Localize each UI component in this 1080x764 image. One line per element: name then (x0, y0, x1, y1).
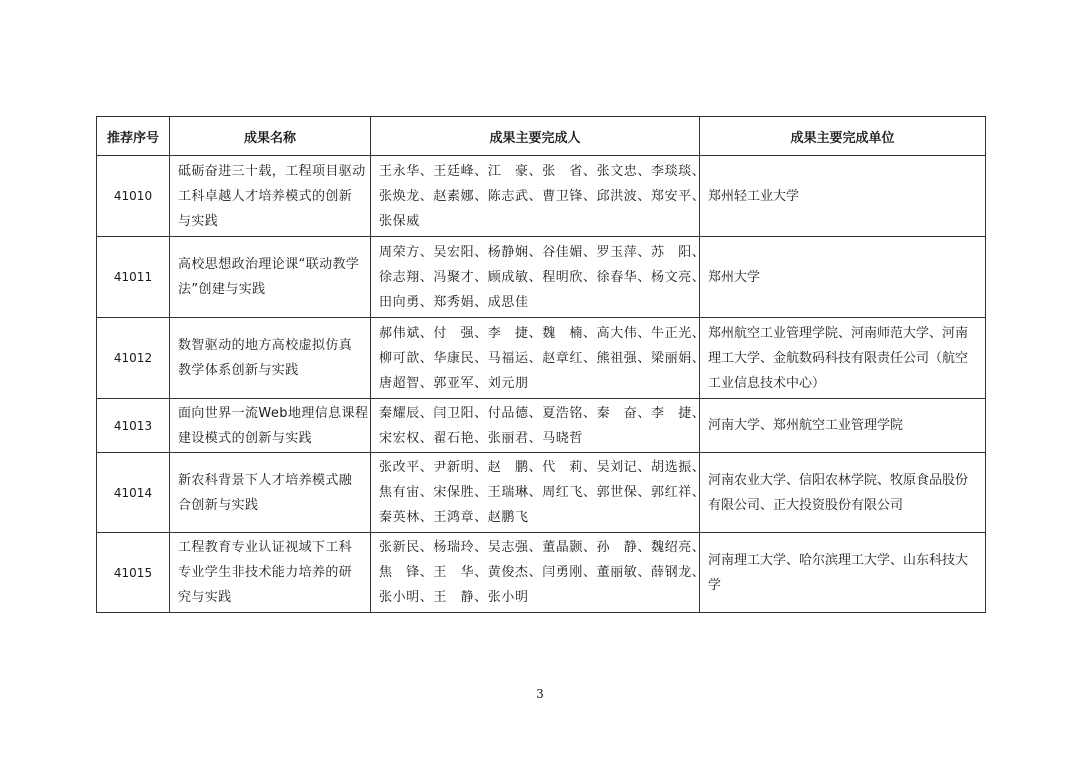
main-contributors (371, 237, 706, 318)
text-line: 焦 锋、王 华、黄俊杰、闫勇刚、董丽敏、薛钢龙、 (379, 565, 706, 580)
text-line: 张改平、尹新明、赵 鹏、代 莉、吴刘记、胡选振、 (379, 460, 706, 475)
text-line: 工程教育专业认证视域下工科 (178, 540, 353, 555)
table-row (97, 399, 986, 453)
text-line: 理工大学、金航数码科技有限责任公司（航空 (708, 350, 969, 366)
main-contributors (371, 533, 706, 613)
text-line: 工业信息技术中心） (708, 375, 826, 391)
recommend-number: 41014 (97, 453, 170, 533)
text-line: 建设模式的创新与实践 (178, 430, 313, 446)
text-line: 教学体系创新与实践 (178, 363, 299, 378)
text-line: 徐志翔、冯聚才、顾成敏、程明欣、徐春华、杨文亮、 (379, 269, 706, 285)
main-units (700, 156, 986, 237)
table-row (97, 237, 986, 318)
text-line: 秦英林、王鸿章、赵鹏飞 (379, 510, 529, 525)
text-line: 郑州轻工业大学 (708, 188, 800, 204)
text-line: 法”创建与实践 (178, 282, 266, 297)
text-line: 张保威 (379, 213, 420, 229)
main-units (700, 237, 986, 318)
text-line: 新农科背景下人才培养模式融 (178, 472, 353, 488)
text-line: 张焕龙、赵素娜、陈志武、曹卫锋、邱洪波、郑安平、 (379, 188, 706, 204)
page-number: 3 (536, 687, 544, 701)
main-units (700, 399, 986, 453)
text-line: 学 (708, 577, 722, 593)
achievement-name (170, 318, 371, 399)
table-row (97, 453, 986, 533)
main-contributors (371, 399, 706, 453)
text-line: 数智驱动的地方高校虚拟仿真 (178, 338, 353, 353)
table-header-row (97, 117, 986, 156)
table-row (97, 156, 986, 237)
header-main-contributors: 成果主要完成人 (371, 117, 700, 156)
recommend-number: 41012 (97, 318, 170, 399)
text-line: 专业学生非技术能力培养的研 (178, 565, 353, 580)
text-line: 周荣方、吴宏阳、杨静娴、谷佳媚、罗玉萍、苏 阳、 (379, 244, 706, 260)
text-line: 宋宏权、翟石艳、张丽君、马晓哲 (379, 430, 584, 446)
text-line: 砥砺奋进三十载，工程项目驱动 (178, 163, 366, 179)
text-line: 田向勇、郑秀娟、成思佳 (379, 294, 529, 310)
text-line: 河南大学、郑州航空工业管理学院 (708, 418, 904, 433)
text-line: 唐超智、郭亚军、刘元朋 (379, 375, 529, 391)
main-units (700, 533, 986, 613)
header-achievement-name: 成果名称 (170, 117, 371, 156)
recommend-number: 41013 (97, 399, 170, 453)
main-units (700, 453, 986, 533)
recommend-number: 41011 (97, 237, 170, 318)
recommend-number: 41010 (97, 156, 170, 237)
text-line: 秦耀辰、闫卫阳、付品德、夏浩铭、秦 奋、李 捷、 (379, 405, 706, 421)
header-main-units: 成果主要完成单位 (700, 117, 986, 156)
achievement-name (170, 237, 371, 318)
text-line: 工科卓越人才培养模式的创新 (178, 188, 353, 204)
header-recommend-number: 推荐序号 (97, 117, 170, 156)
text-line: 高校思想政治理论课“联动教学 (178, 257, 360, 272)
text-line: 张小明、王 静、张小明 (379, 590, 529, 605)
text-line: 郝伟斌、付 强、李 捷、魏 楠、高大伟、牛正光、 (379, 325, 706, 341)
achievement-name (170, 453, 371, 533)
main-contributors (371, 453, 706, 533)
achievement-name (170, 533, 371, 613)
text-line: 面向世界一流Web地理信息课程 (178, 405, 369, 421)
text-line: 河南理工大学、哈尔滨理工大学、山东科技大 (708, 552, 969, 568)
text-line: 焦有宙、宋保胜、王瑞琳、周红飞、郭世保、郭红祥、 (379, 485, 706, 500)
text-line: 河南农业大学、信阳农林学院、牧原食品股份 (708, 472, 969, 488)
text-line: 张新民、杨瑞玲、吴志强、董晶颢、孙 静、魏绍亮、 (379, 540, 706, 555)
text-line: 究与实践 (178, 590, 232, 605)
text-line: 柳可歆、华康民、马福运、赵章红、熊祖强、梁丽娟、 (379, 350, 706, 366)
text-line: 郑州航空工业管理学院、河南师范大学、河南 (708, 325, 969, 341)
main-contributors (371, 156, 706, 237)
main-contributors (371, 318, 706, 399)
text-line: 郑州大学 (708, 269, 761, 285)
table-row (97, 318, 986, 399)
table-row (97, 533, 986, 613)
recommend-number: 41015 (97, 533, 170, 613)
achievement-table (96, 116, 986, 613)
main-units (700, 318, 986, 399)
achievement-name (170, 399, 371, 453)
text-line: 与实践 (178, 213, 219, 229)
text-line: 合创新与实践 (178, 497, 259, 513)
achievement-name (170, 156, 371, 237)
text-line: 有限公司、正大投资股份有限公司 (708, 497, 904, 513)
text-line: 王永华、王廷峰、江 豪、张 省、张文忠、李琰琰、 (379, 163, 706, 179)
